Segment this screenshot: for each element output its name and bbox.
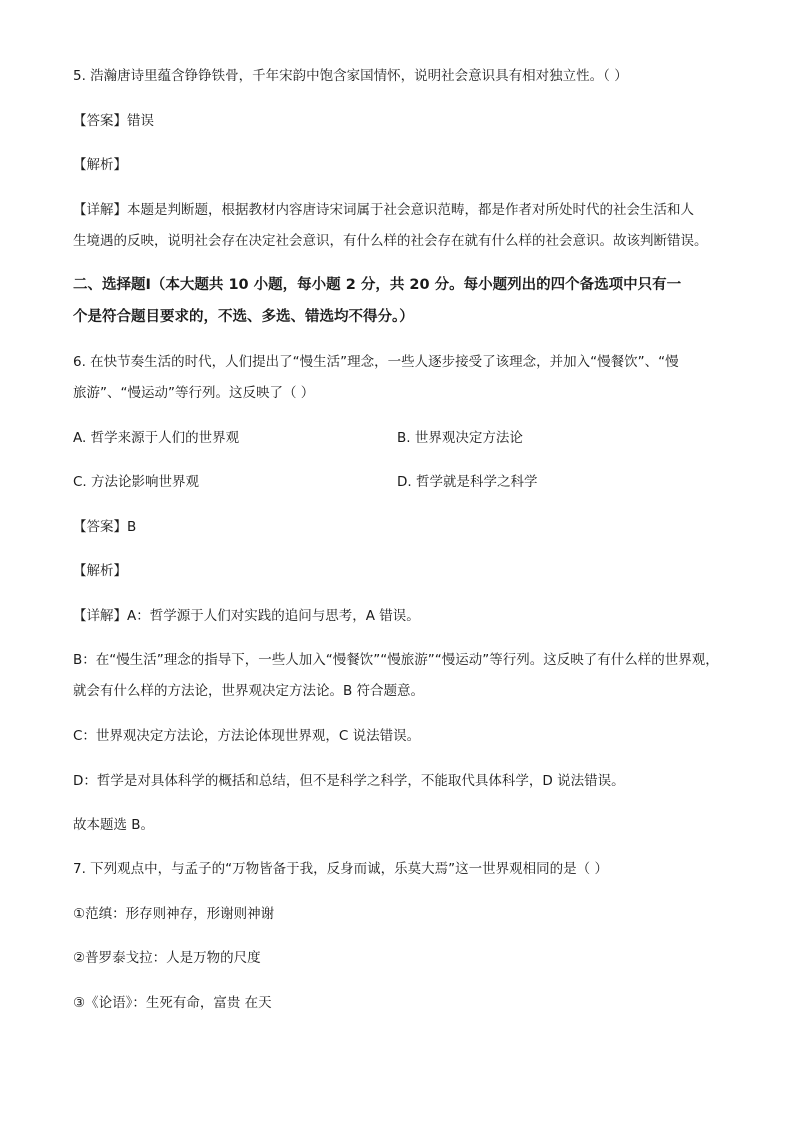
q5-detail-line1: 【详解】本题是判断题，根据教材内容唐诗宋词属于社会意识范畴，都是作者对所处时代的社会生活和人 <box>73 202 694 218</box>
q6-option-c: C. 方法论影响世界观 <box>73 474 200 490</box>
q6-detail-c: C：世界观决定方法论，方法论体现世界观，C 说法错误。 <box>73 728 421 744</box>
q7-stem: 7. 下列观点中，与孟子的“万物皆备于我，反身而诚，乐莫大焉”这一世界观相同的是（ ） <box>73 861 608 877</box>
q6-detail-a: 【详解】A：哲学源于人们对实践的追问与思考，A 错误。 <box>73 608 420 624</box>
section2-heading-line1: 二、选择题Ⅰ（本大题共 10 小题，每小题 2 分，共 20 分。每小题列出的四个备选项中只有一 <box>73 277 682 293</box>
q7-item1: ①范缜：形存则神存，形谢则神谢 <box>73 906 275 922</box>
q6-detail-b-line1: B：在“慢生活”理念的指导下，一些人加入“慢餐饮”“慢旅游”“慢运动”等行列。这反映了有什么样的世界观， <box>73 652 719 668</box>
q6-stem-line2: 旅游”、“慢运动”等行列。这反映了（ ） <box>73 385 315 401</box>
q6-option-d: D. 哲学就是科学之科学 <box>397 474 538 490</box>
q5-analysis-label: 【解析】 <box>73 157 127 173</box>
q5-detail-line2: 生境遇的反映，说明社会存在决定社会意识，有什么样的社会存在就有什么样的社会意识。故该判断错误。 <box>73 233 708 249</box>
q6-conclusion: 故本题选 B。 <box>73 817 155 833</box>
section2-heading-line2: 个是符合题目要求的，不选、多选、错选均不得分。） <box>73 309 414 325</box>
q7-item3: ③《论语》：生死有命，富贵 在天 <box>73 995 272 1011</box>
q6-option-a: A. 哲学来源于人们的世界观 <box>73 430 240 446</box>
q6-detail-b-line2: 就会有什么样的方法论，世界观决定方法论。B 符合题意。 <box>73 683 425 699</box>
q5-stem: 5. 浩瀚唐诗里蕴含铮铮铁骨，千年宋韵中饱含家国情怀，说明社会意识具有相对独立性。（ ） <box>73 68 628 84</box>
q6-option-b: B. 世界观决定方法论 <box>397 430 523 446</box>
q6-answer: 【答案】B <box>73 519 137 535</box>
q6-analysis-label: 【解析】 <box>73 563 127 579</box>
q5-answer: 【答案】错误 <box>73 113 154 129</box>
q6-stem-line1: 6. 在快节奏生活的时代，人们提出了“慢生活”理念，一些人逐步接受了该理念，并加入“慢餐饮”、“慢 <box>73 354 679 370</box>
q7-item2: ②普罗泰戈拉：人是万物的尺度 <box>73 950 261 966</box>
q6-detail-d: D：哲学是对具体科学的概括和总结，但不是科学之科学，不能取代具体科学，D 说法错误。 <box>73 773 625 789</box>
